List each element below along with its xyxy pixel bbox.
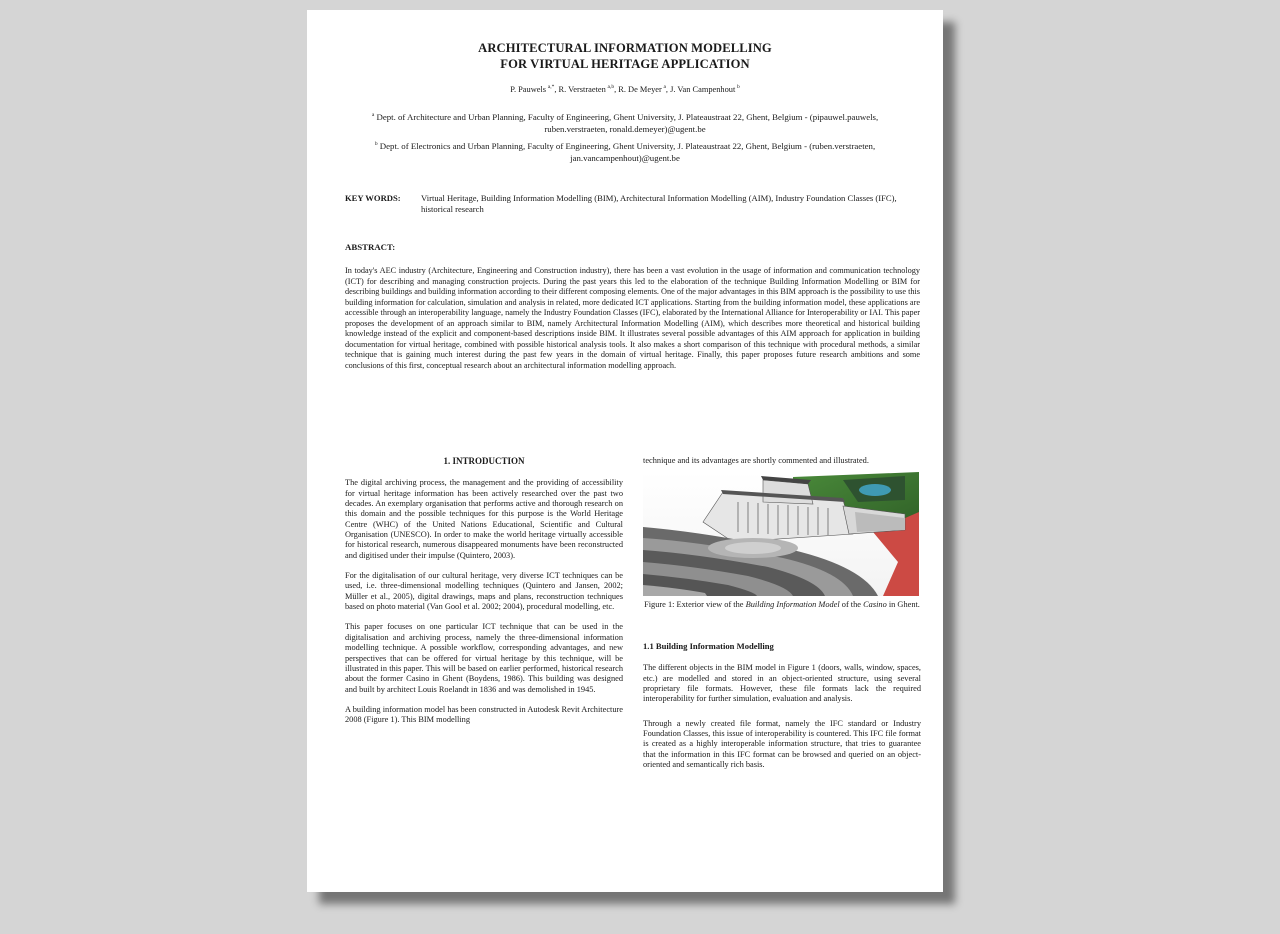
body-paragraph: The digital archiving process, the management and the providing of accessibility for virtual heritage information has been actively researched over the past two decades. An exemplary organisation that performs active and thorough research on this domain and the possible techniques for this purpose is the World Heritage Centre (WHC) of the United Nations Educational, Scientific and Cultural Organisation (UNESCO). In order to make the world heritage virtually accessible for historical research, numerous disappeared monuments have been reconstructed and digitised under their impulse (Quintero, 2003). xyxy=(345,478,623,560)
author-name: R. Verstraeten xyxy=(558,85,606,94)
figure-caption xyxy=(643,600,921,611)
body-paragraph: For the digitalisation of our cultural heritage, very diverse ICT techniques can be used, i.e. three-dimensional modelling techniques (Quintero and Jansen, 2002; Müller et al., 2005), digital drawings, maps and plans, reconstruction techniques based on photo material (Van Gool et al. 2002; 2004), procedural modelling, etc. xyxy=(345,571,623,612)
affiliation-a xyxy=(347,111,903,135)
affiliation-b xyxy=(347,140,903,164)
paper-page xyxy=(307,10,943,892)
abstract-text: In today's AEC industry (Architecture, Engineering and Construction industry), there has been a vast evolution in the usage of information and communication technology (ICT) for describing and managing construction projects. During the past years this led to the elaboration of the technique Building Information Modelling or BIM for describing buildings and building information according to their different composing elements. One of the major advantages in this BIM approach is the possibility to use this building information for calculation, simulation and analysis in related, more dedicated ICT applications. Starting from the building information model, these applications are accessible through an interoperability language, namely the Industry Foundation Classes (IFC), elaborated by the International Alliance for Interoperability or IAI. This paper proposes the development of an approach similar to BIM, namely Architectural Information Modelling (AIM), which describes more theoretical and historical building knowledge instead of the explicit and component-based descriptions inside BIM. It illustrates several possible advantages of this AIM approach for application in building documentation for virtual heritage, combined with possible historical analysis tools. It also makes a short comparison of this technique with procedural methods, a similar technique that is gaining much interest during the past few years in the domain of virtual heritage. Finally, this paper proposes future research ambitions and some conclusions of this first, conceptual research about an architectural information modelling approach. xyxy=(345,266,920,370)
affiliation-mark: a xyxy=(371,112,375,119)
abstract-heading: ABSTRACT: xyxy=(345,242,396,252)
author-affil-mark: b xyxy=(737,84,740,91)
affiliation-text: Dept. of Electronics and Urban Planning, Faculty of Engineering, Ghent University, J. Plateaustraat 22, Ghent, Belgium - (ruben.verstraeten, jan.vancampenhout)@ugent.be xyxy=(379,141,876,163)
body-paragraph: technique and its advantages are shortly commented and illustrated. xyxy=(643,456,869,465)
caption-emphasis: Building Information Model xyxy=(745,600,840,610)
section-heading-introduction: 1. INTRODUCTION xyxy=(443,456,525,466)
keywords-label: KEY WORDS: xyxy=(345,193,401,203)
keywords-text: Virtual Heritage, Building Information Modelling (BIM), Architectural Information Modelling (AIM), Industry Foundation Classes (IFC), historical research xyxy=(421,193,897,214)
caption-text: of the xyxy=(839,600,864,610)
author-affil-mark: a,* xyxy=(547,84,555,91)
paper-title-line2: FOR VIRTUAL HERITAGE APPLICATION xyxy=(500,57,750,71)
body-paragraph: This paper focuses on one particular ICT technique that can be used in the digitalisation and archiving process, namely the three-dimensional information modelling technique. A possible workflow, corresponding advantages, and new perspectives that can be offered for virtual heritage by this technique, will be illustrated in this paper. This will be based on earlier performed, historical research about the former Casino in Ghent (Boydens, 1986). This building was designed and built by architect Louis Roelandt in 1836 and was demolished in 1945. xyxy=(345,622,623,694)
subsection-heading-bim: 1.1 Building Information Modelling xyxy=(643,640,774,651)
affiliation-text: Dept. of Architecture and Urban Planning, Faculty of Engineering, Ghent University, J. Plateaustraat 22, Ghent, Belgium - (pipauwel.pauwels, ruben.verstraeten, ronald.demeyer)@ugent.be xyxy=(376,112,879,134)
caption-emphasis: Casino xyxy=(863,600,887,610)
caption-text: Figure 1: Exterior view of the xyxy=(644,600,746,610)
paper-title-line1: ARCHITECTURAL INFORMATION MODELLING xyxy=(478,41,772,55)
right-column xyxy=(643,456,921,780)
bim-model-render-image xyxy=(643,472,919,596)
left-column xyxy=(345,456,623,736)
author-name: R. De Meyer xyxy=(618,85,662,94)
author-list: P. Pauwels $^{a,*}$, R. Verstraeten $^{a,b}$, R. De Meyer $^a$, J. Van Campenhout $^b$ xyxy=(510,84,740,94)
body-paragraph: Through a newly created file format, namely the IFC standard or Industry Foundation Classes, this issue of interoperability is countered. This IFC file format is created as a highly interoperable information structure, that tries to guarantee that the information in this IFC format can be browsed and queried on an object-oriented and semantically rich basis. xyxy=(643,718,921,769)
author-affil-mark: a,b xyxy=(607,84,615,91)
affiliation-mark: b xyxy=(374,141,378,148)
figure-bim-casino-render xyxy=(643,472,919,596)
author-name: J. Van Campenhout xyxy=(670,85,736,94)
keywords-block xyxy=(345,193,920,215)
caption-text: in Ghent. xyxy=(886,600,920,610)
author-name: P. Pauwels xyxy=(510,85,547,94)
author-affil-mark: a xyxy=(663,84,666,91)
body-paragraph: The different objects in the BIM model in Figure 1 (doors, walls, window, spaces, etc.) are modelled and stored in an object-oriented structure, using several proprietary file formats. However, these file formats lack the required interoperability for further simulation, evaluation and analysis. xyxy=(643,663,921,704)
body-paragraph: A building information model has been constructed in Autodesk Revit Architecture 2008 (Figure 1). This BIM modelling xyxy=(345,704,623,725)
